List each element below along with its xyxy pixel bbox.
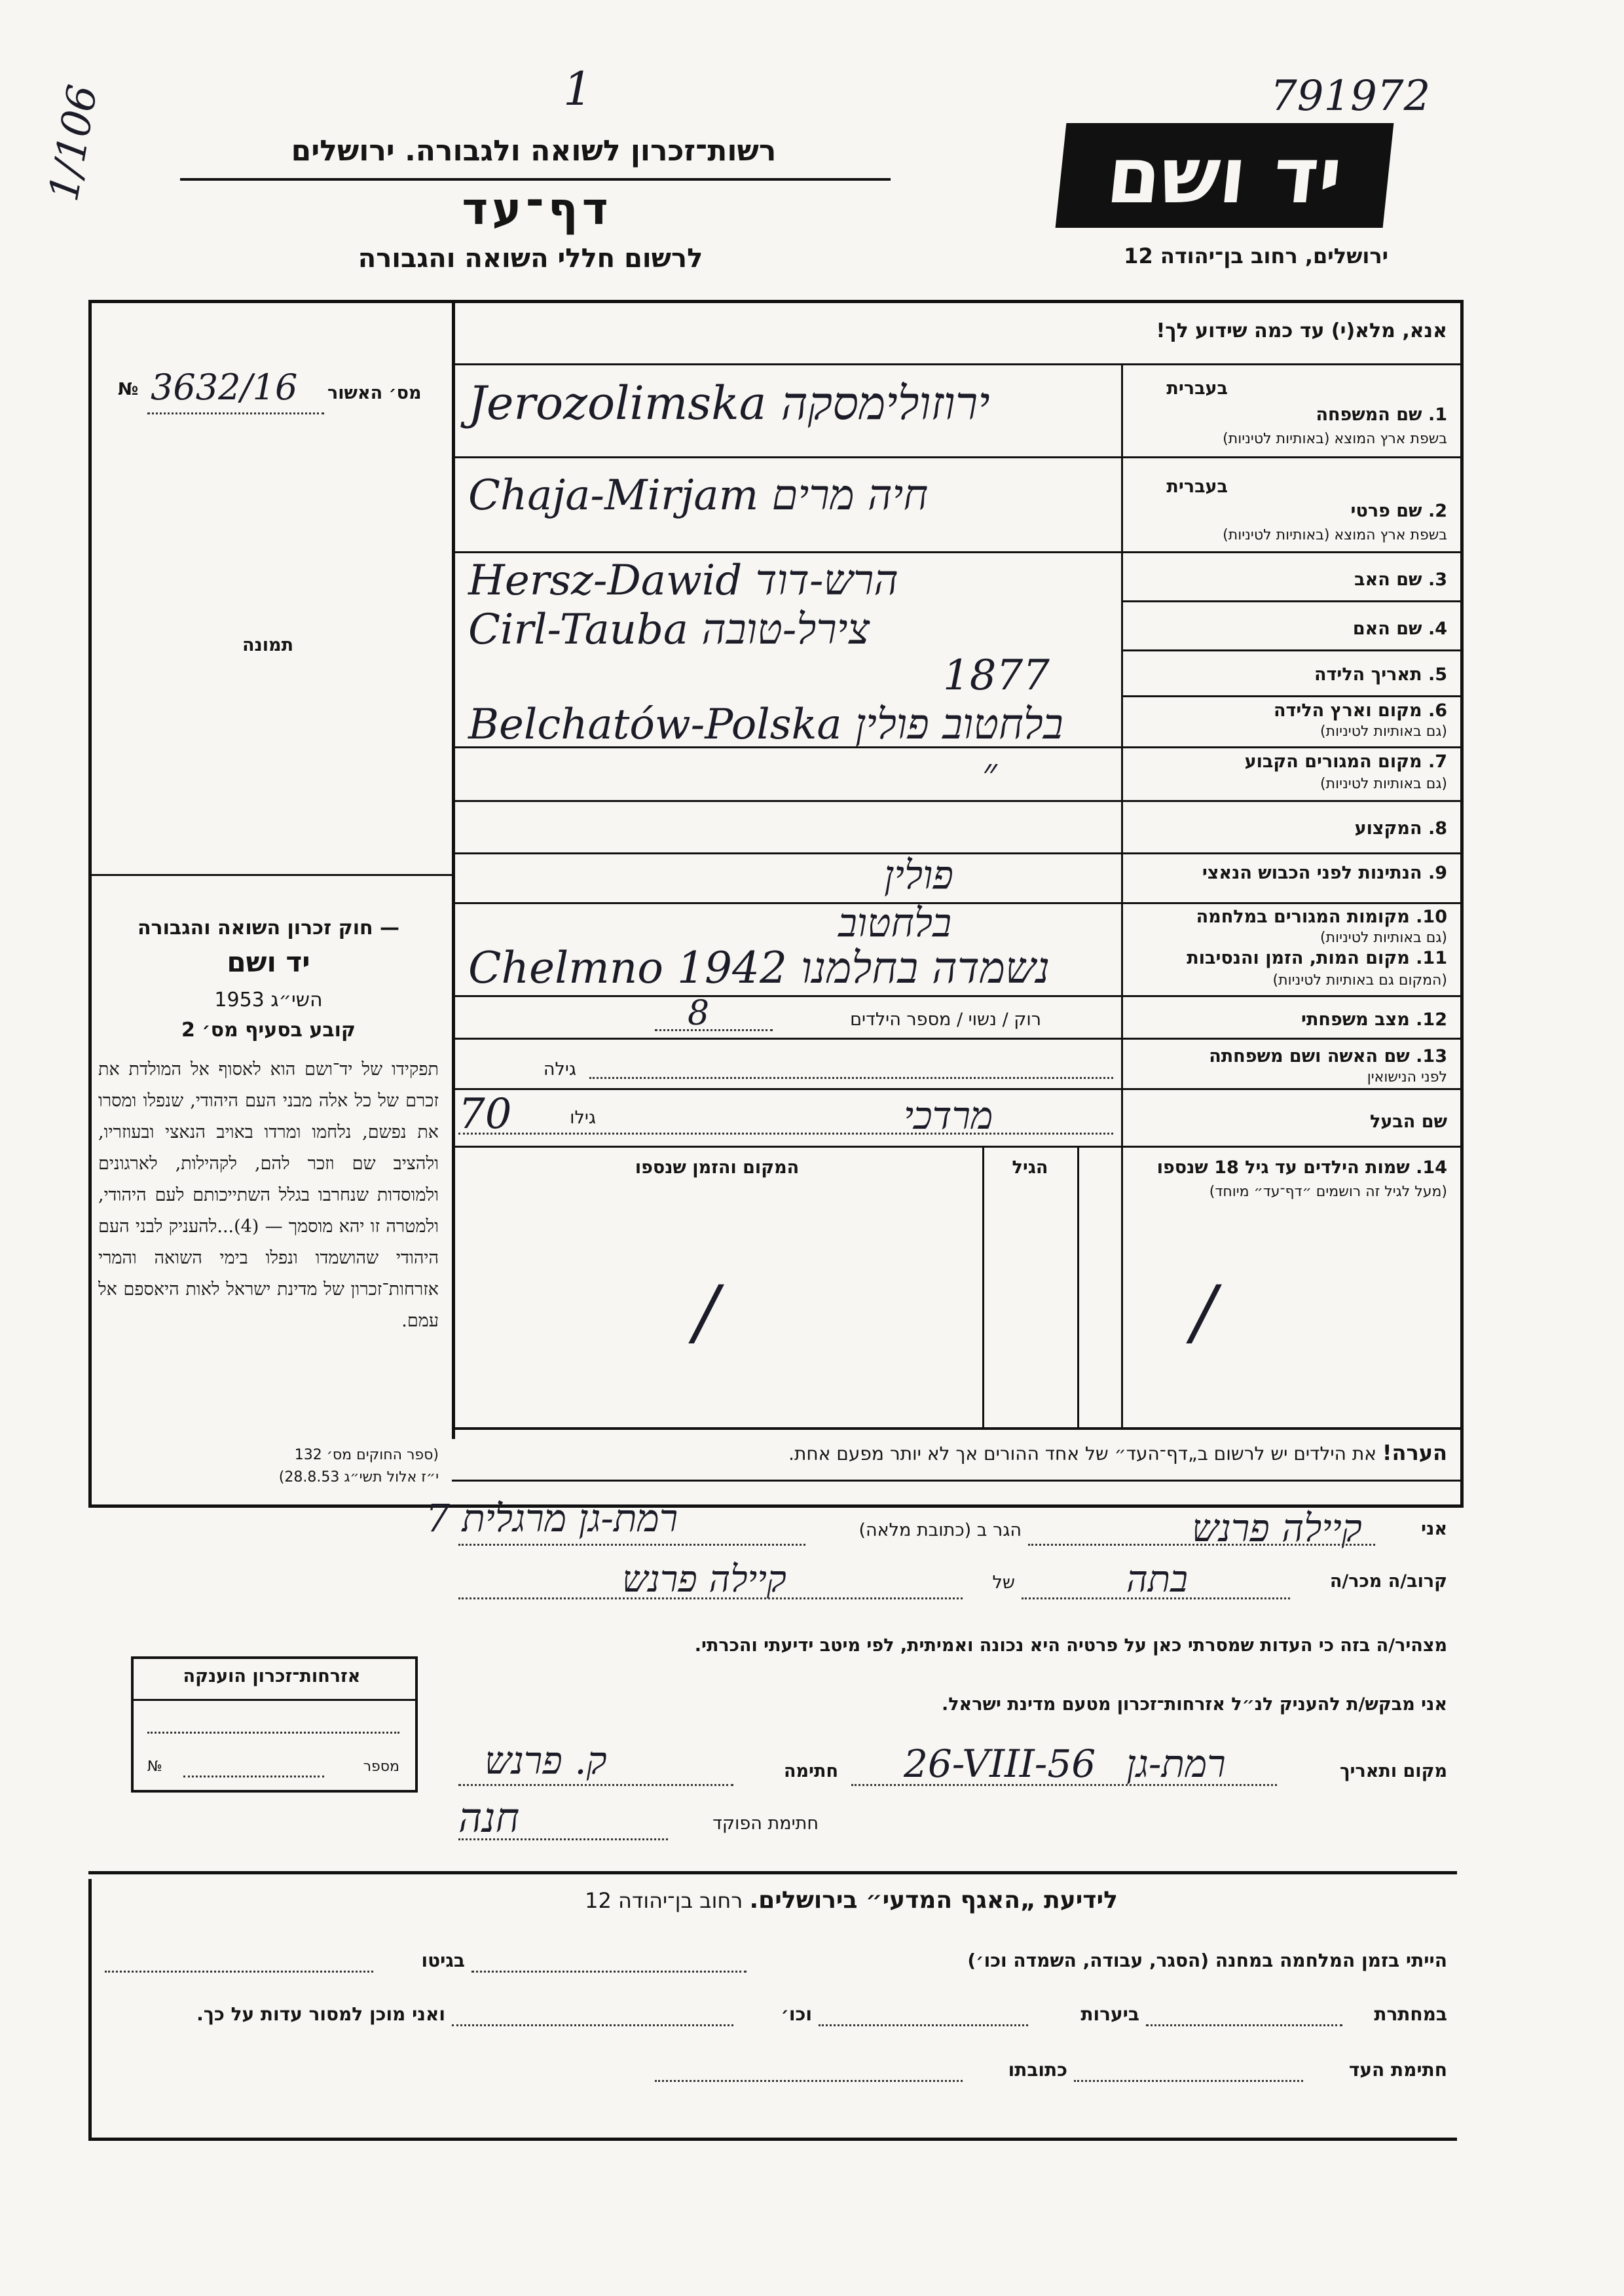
citizenship-no: №	[147, 1758, 162, 1775]
bottom-line2-c: וכו׳	[781, 2003, 812, 2025]
field-6-sub: (גם באותיות לטיניות)	[1320, 723, 1447, 740]
children-label: 14. שמות הילדים עד גיל 18 שנספו	[1156, 1157, 1447, 1178]
form-title: דף־עד	[462, 183, 612, 235]
field-13-label: 13. שם האשה ושם משפחתה	[1209, 1046, 1447, 1066]
field-7-label: 7. מקום המגורים הקבוע	[1244, 752, 1447, 772]
children-mark-1: /	[1192, 1270, 1217, 1354]
bottom-address: רחוב בן־יהודה 12	[585, 1888, 743, 1913]
field-6-label: 6. מקום וארץ הלידה	[1273, 701, 1447, 721]
instruction-text: אנא, מלא(י) עד כמה שידוע לך!	[1156, 319, 1447, 342]
husband-age-label: גילו	[570, 1108, 596, 1128]
field-13-age-label: גילה	[543, 1059, 576, 1080]
field-1-hebrew-tag: בעברית	[1166, 378, 1228, 399]
bottom-line2-b: ביערות	[1080, 2003, 1139, 2025]
field-7-value: ״	[982, 750, 997, 795]
declarant-signature: ק. פרנש	[485, 1738, 607, 1783]
approval-prefix: №	[118, 380, 139, 399]
declaration-text: מצהיר/ה בזה כי העדות שמסרתי כאן על פרטיה היא נכונה ואמיתית, לפי מיטב ידיעתי והכרתי.	[694, 1635, 1447, 1656]
law-source-2: י״ז אלול תשי״ג 28.8.53)	[278, 1469, 439, 1485]
field-13-sub: לפני הנישואין	[1367, 1069, 1447, 1085]
bottom-line2-d: ואני מוכן למסור עדות על כך.	[196, 2003, 445, 2025]
field-3-label: 3. שם האב	[1354, 570, 1447, 590]
officer-signature: חנה	[458, 1794, 520, 1842]
field-9-value: פולין	[884, 852, 953, 898]
field-11-label: 11. מקום המות, הזמן והנסיבות	[1187, 948, 1447, 968]
field-5-value: 1877	[943, 651, 1050, 700]
husband-age: 70	[458, 1090, 512, 1139]
reference-number: 791972	[1270, 72, 1431, 120]
field-11-value: Chelmno 1942 נשמדה בחלמנו	[468, 943, 1050, 993]
approval-label: מס׳ האשור	[327, 383, 422, 403]
field-9-label: 9. הנתינות לפני הכבוש הנאצי	[1202, 863, 1447, 883]
citizenship-title: אזרחות־זכרון הוענקה	[183, 1666, 361, 1686]
signature-label: חתימה	[783, 1761, 838, 1781]
declarant-residing-label: הגר ב (כתובת מלאה)	[858, 1520, 1022, 1540]
bottom-line2-a: במחתרת	[1374, 2003, 1447, 2025]
header-address: ירושלים, רחוב בן־יהודה 12	[1124, 244, 1388, 268]
top-margin-mark: 1	[563, 62, 593, 116]
field-2-sub: בשפת ארץ המוצא (באותיות לטיניות)	[1223, 527, 1447, 543]
field-10-label: 10. מקומות המגורים במלחמה	[1196, 907, 1447, 927]
approval-number: 3632/16	[151, 367, 298, 408]
law-source-1: (ספר החוקים מס׳ 132	[294, 1447, 439, 1463]
field-7-sub: (גם באותיות לטיניות)	[1320, 776, 1447, 792]
children-mark-2: /	[694, 1270, 719, 1354]
law-title: — חוק זכרון השואה והגבורה	[137, 917, 400, 939]
field-2-hebrew-tag: בעברית	[1166, 477, 1228, 497]
note-text: את הילדים יש לרשום ב„דף־העד״ של אחד ההורים אך לא יותר מפעם אחת.	[788, 1443, 1376, 1465]
law-name: יד ושם	[227, 946, 310, 978]
request-text: אני מבקש/ת להעניק לנ״ל אזרחות־זכרון מטעם מדינת ישראל.	[941, 1694, 1447, 1715]
field-11-sub: (המקום גם באותיות לטיניות)	[1272, 972, 1447, 989]
law-year: השי״ג 1953	[214, 989, 323, 1011]
officer-label: חתימת הפוקד	[712, 1813, 819, 1834]
field-5-label: 5. תאריך הלידה	[1314, 665, 1447, 685]
form-subtitle: לרשום חללי השואה והגבורה	[358, 244, 703, 274]
bottom-line3-b: כתובתו	[1008, 2059, 1067, 2081]
children-col-place: המקום והזמן שנספו	[635, 1157, 800, 1178]
children-sub: (מעל לגיל זה רושמים ״דף־עד״ מיוחד)	[1209, 1184, 1447, 1200]
relation-value: בתה	[1126, 1558, 1188, 1601]
field-1-sub: בשפת ארץ המוצא (באותיות לטיניות)	[1223, 431, 1447, 447]
field-6-value: Belchatów-Polska בלחטוב פולין	[468, 701, 1063, 749]
field-4-value: Cirl-Tauba צירל-טובה	[468, 606, 870, 654]
law-clause: קובע בסעיף מס׳ 2	[181, 1019, 356, 1042]
field-12-label: 12. מצב משפחתי	[1301, 1010, 1447, 1030]
relation-of-label: של	[992, 1573, 1015, 1593]
declarant-address: רמת-גן מרגלית 7	[426, 1496, 678, 1540]
field-8-label: 8. המקצוע	[1354, 818, 1447, 839]
field-12-value: 8	[688, 994, 710, 1033]
side-margin-mark: 1/106	[39, 81, 107, 205]
bottom-line3-a: חתימת העד	[1348, 2059, 1447, 2081]
institution-name: רשות־זכרון לשואה ולגבורה. ירושלים	[291, 134, 777, 168]
yad-vashem-logo: יד ושם	[1056, 123, 1394, 228]
relation-of-name: קיילה פרנש	[622, 1558, 786, 1601]
field-4-label: 4. שם האם	[1352, 619, 1447, 639]
citizenship-number-label: מספר	[363, 1758, 399, 1775]
field-1-label: 1. שם המשפחה	[1316, 405, 1447, 425]
place-date-label: מקום ותאריך	[1339, 1761, 1447, 1781]
field-2-value: Chaja-Mirjam חיה מרים	[468, 471, 929, 520]
place-value: רמת-גן	[1126, 1741, 1226, 1786]
husband-name: מרדכי	[904, 1093, 993, 1138]
field-12-inline: רוק / נשוי / מספר הילדים	[850, 1010, 1041, 1030]
declarant-name: קיילה פרנש	[1192, 1506, 1362, 1550]
field-1-value: Jerozolimska ירוזולימסקה	[468, 376, 990, 430]
law-text: תפקידו של יד־ושם הוא לאסוף אל המולדת את זכרם של כל אלה מבני העם היהודי, שנפלו ומסרו את נפשם, נלחמו ומרדו באויב הנאצי ובעוזריו, ולהציב שם וזכר להם, לקהילות, לארגונים ולמוסדות שנחרבו בגלל השתייכותם לעם היהודי, ולמטרה זו יהא מוסמך — (4)...להעניק לבני העם היהודי שהושמדו ונפלו בימי השואה והמרי אזרחות־זכרון של מדינת ישראל לאות היאספם אל עמם.	[98, 1059, 439, 1331]
date-value: 26-VIII-56	[904, 1741, 1096, 1786]
bottom-heading-row	[498, 1887, 1205, 1914]
field-3-value: Hersz-Dawid הרש-דוד	[468, 556, 898, 605]
note-label: הערה!	[1382, 1440, 1447, 1465]
bottom-heading: לידיעת „האגף המדעי״ בירושלים.	[749, 1887, 1118, 1914]
bottom-line1-b: בגיטו	[421, 1950, 465, 1971]
husband-label: שם הבעל	[1369, 1112, 1447, 1132]
bottom-line1-a: הייתי בזמן המלחמה במחנה (הסגר, עבודה, השמדה וכו׳)	[967, 1950, 1447, 1971]
field-2-label: 2. שם פרטי	[1350, 501, 1447, 521]
note	[465, 1440, 1447, 1465]
field-10-value: בלחטוב	[838, 900, 951, 946]
children-col-age: הגיל	[1012, 1157, 1048, 1178]
declarant-i-label: אני	[1421, 1519, 1447, 1539]
relation-label: קרוב/ה מכר/ה	[1329, 1571, 1447, 1592]
photo-label: תמונה	[242, 635, 294, 655]
field-10-sub: (גם באותיות לטיניות)	[1320, 930, 1447, 946]
